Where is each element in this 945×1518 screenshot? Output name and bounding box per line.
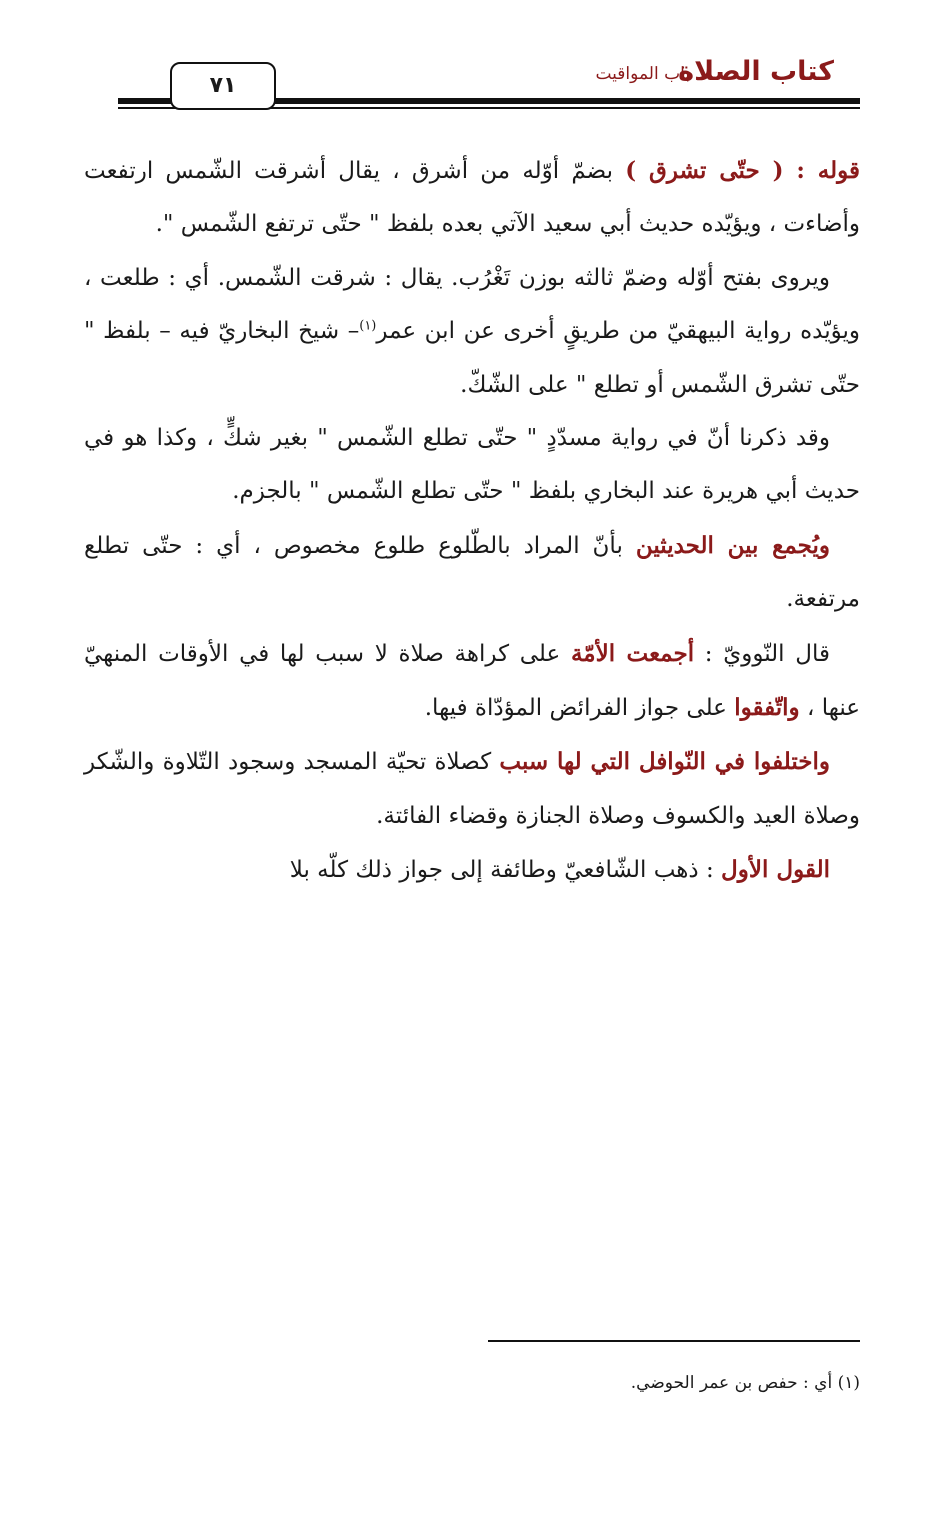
text-run: على جواز الفرائض المؤدّاة فيها. bbox=[424, 695, 735, 722]
highlighted-phrase: ويُجمع بين الحديثين bbox=[635, 531, 830, 559]
text-run: بضمّ أوّله من أشرق ، يقال أشرقت الشّمس ارتفعت وأضاءت ، ويؤيّده حديث أبي سعيد الآتي بعده بلفظ " حتّى ترتفع الشّمس ". bbox=[84, 158, 860, 238]
page-header bbox=[118, 52, 860, 112]
text-run: ويروى بفتح أوّله وضمّ ثالثه بوزن تَغْرُب. يقال : شرقت الشّمس. أي : طلعت ، ويؤيّده رواية البيهقيّ من طريقٍ أخرى عن ابن عمر bbox=[84, 264, 860, 345]
paragraph bbox=[84, 627, 860, 736]
text-run: : ذهب الشّافعيّ وطائفة إلى جواز ذلك كلّه بلا bbox=[289, 857, 722, 884]
footnote: (١) أي : حفص بن عمر الحوضي. bbox=[630, 1373, 860, 1393]
paragraph bbox=[84, 412, 860, 519]
text-run: بأنّ المراد بالطّلوع طلوع مخصوص ، أي : حتّى تطلع مرتفعة. bbox=[84, 532, 860, 613]
text-run: قال النّوويّ : bbox=[694, 640, 830, 667]
highlighted-phrase: واختلفوا في النّوافل التي لها سبب bbox=[499, 748, 831, 776]
footnote-divider bbox=[488, 1340, 860, 1342]
highlighted-phrase: واتّفقوا bbox=[734, 694, 800, 722]
paragraph bbox=[84, 735, 860, 843]
footnote-ref[interactable]: (١) bbox=[359, 318, 377, 334]
text-run: – شيخ البخاريّ فيه – بلفظ " حتّى تشرق الشّمس أو تطلع " على الشّكّ. bbox=[84, 318, 860, 398]
text-run: على كراهة صلاة لا سبب لها في الأوقات المنهيّ عنها ، bbox=[84, 640, 860, 722]
paragraph bbox=[84, 144, 860, 252]
highlighted-phrase: قوله : ( حتّى تشرق ) bbox=[625, 157, 860, 184]
highlighted-phrase: أجمعت الأمّة bbox=[570, 639, 695, 667]
paragraph bbox=[84, 843, 860, 897]
text-run: كصلاة تحيّة المسجد وسجود التّلاوة والشّكر وصلاة العيد والكسوف وصلاة الجنازة وقضاء الفائتة. bbox=[84, 749, 860, 829]
paragraph bbox=[84, 252, 860, 412]
highlighted-phrase: القول الأول bbox=[721, 856, 830, 884]
chapter-title: باب المواقيت bbox=[595, 64, 690, 84]
book-title: كتاب الصلاة bbox=[678, 56, 834, 87]
text-run: وقد ذكرنا أنّ في رواية مسدّدٍ " حتّى تطلع الشّمس " بغير شكٍّ ، وكذا هو في حديث أبي هريرة عند البخاري بلفظ " حتّى تطلع الشّمس " بالجزم. bbox=[84, 425, 860, 505]
main-text bbox=[84, 144, 860, 898]
page-number: ٧١ bbox=[170, 62, 276, 110]
paragraph bbox=[84, 519, 860, 627]
